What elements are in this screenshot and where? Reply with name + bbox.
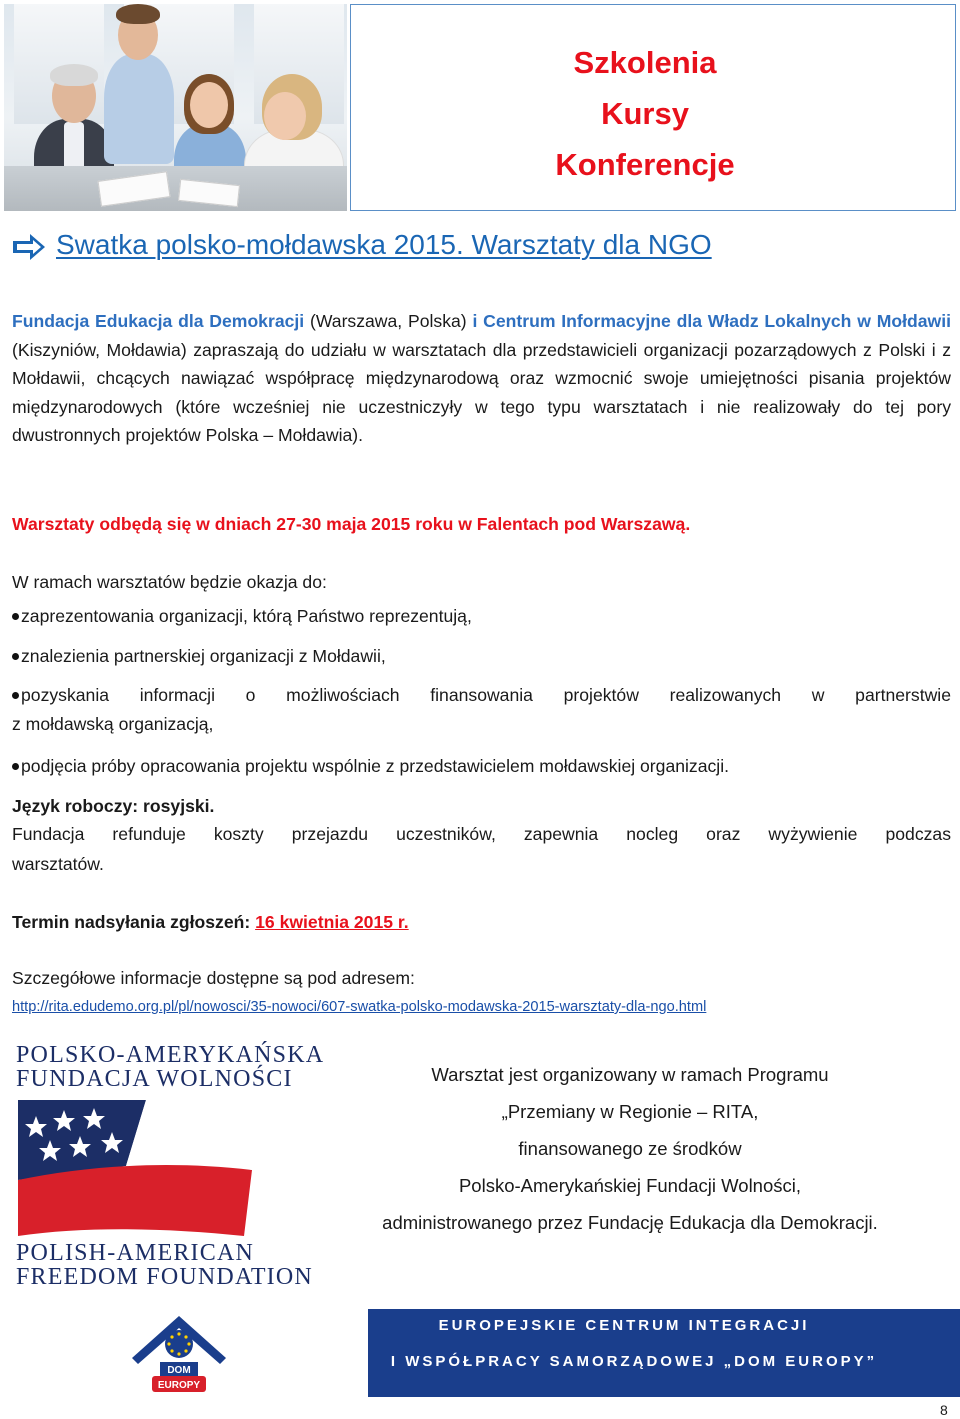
details-url-wrap [12,991,951,1021]
footer-line-1: EUROPEJSKIE CENTRUM INTEGRACJI [438,1317,810,1334]
arrow-right-icon [12,233,46,261]
refund-line-2: warsztatów. [12,854,104,874]
list-item: zaprezentowania organizacji, którą Państwo reprezentują, [12,602,951,630]
list-item: znalezienia partnerskiej organizacji z Mołdawii, [12,642,951,670]
deadline-date: 16 kwietnia 2015 r. [255,912,409,932]
dates-line: Warsztaty odbędą się w dniach 27-30 maja 2015 roku w Falentach pod Warszawą. [12,514,691,534]
org-fed: Fundacja Edukacja dla Demokracji [12,311,305,331]
deadline: Termin nadsyłania zgłoszeń: 16 kwietnia 2015 r. [12,912,409,932]
title-kursy: Kursy [601,96,689,131]
opportunities-intro: W ramach warsztatów będzie okazja do: [12,572,327,592]
program-info: Warsztat jest organizowany w ramach Programu „Przemiany w Regionie – RITA, finansowanego ze środków Polsko-Amerykańskiej Fundacji Wolności, administrowanego przez Fundację Edukacja dla Demokracji. [382,1064,878,1233]
details-label: Szczegółowe informacje dostępne są pod adresem: [12,968,415,988]
org-cidwlm: i Centrum Informacyjne dla Władz Lokalnych w Mołdawii [472,311,952,331]
svg-text:EUROPY: EUROPY [157,1380,201,1391]
dom-europy-logo [126,1312,232,1396]
pafw-logo: POLSKO-AMERYKAŃSKA FUNDACJA WOLNOŚCI POLISH-AMERICAN FREEDOM FOUNDATION [16,1042,325,1290]
footer-line-2: I WSPÓŁPRACY SAMORZĄDOWEJ „DOM EUROPY” [390,1353,878,1370]
svg-text:DOM: DOM [167,1365,191,1376]
working-language: Język roboczy: rosyjski. [12,796,215,816]
section-title-link[interactable]: Swatka polsko-mołdawska 2015. Warsztaty dla NGO [56,229,712,260]
list-item: podjęcia próby opracowania projektu wspólnie z przedstawicielem mołdawskiej organizacji. [12,752,951,780]
title-konferencje: Konferencje [555,147,735,182]
title-szkolenia: Szkolenia [573,45,717,80]
footer-band [368,1309,960,1397]
list-item: pozyskania informacji o możliwościach finansowania projektów realizowanych w partnerstwie [12,681,951,709]
intro-paragraph: Fundacja Edukacja dla Demokracji (Warszawa, Polska) i Centrum Informacyjne dla Władz Lokalnych w Mołdawii (Kiszyniów, Mołdawia) zapraszają do udziału w warsztatach dla przedstawicieli organizacji pozarządowych z Polski i z Mołdawii, chcących nawiązać współpracę międzynarodową oraz wzmocnić swoje umiejętności pisania projektów międzynarodowych (które wcześniej nie uczestniczyły w tego typu warsztatach i nie realizowały do tej pory dwustronnych projektów Polska – Mołdawia). [12,311,952,445]
list-item-continued: z mołdawską organizacją, [12,714,214,734]
details-url-link[interactable]: http://rita.edudemo.org.pl/pl/nowosci/35-nowoci/607-swatka-polsko-modawska-2015-warsztaty-dla-ngo.html [12,999,707,1015]
page-number: 8 [940,1402,948,1418]
header-photo [4,4,347,211]
flag-stars-icon [16,1096,278,1242]
refund-line-1: Fundacja refunduje koszty przejazdu uczestników, zapewnia nocleg oraz wyżywienie podczas [12,824,951,844]
header-title-box [350,4,956,211]
